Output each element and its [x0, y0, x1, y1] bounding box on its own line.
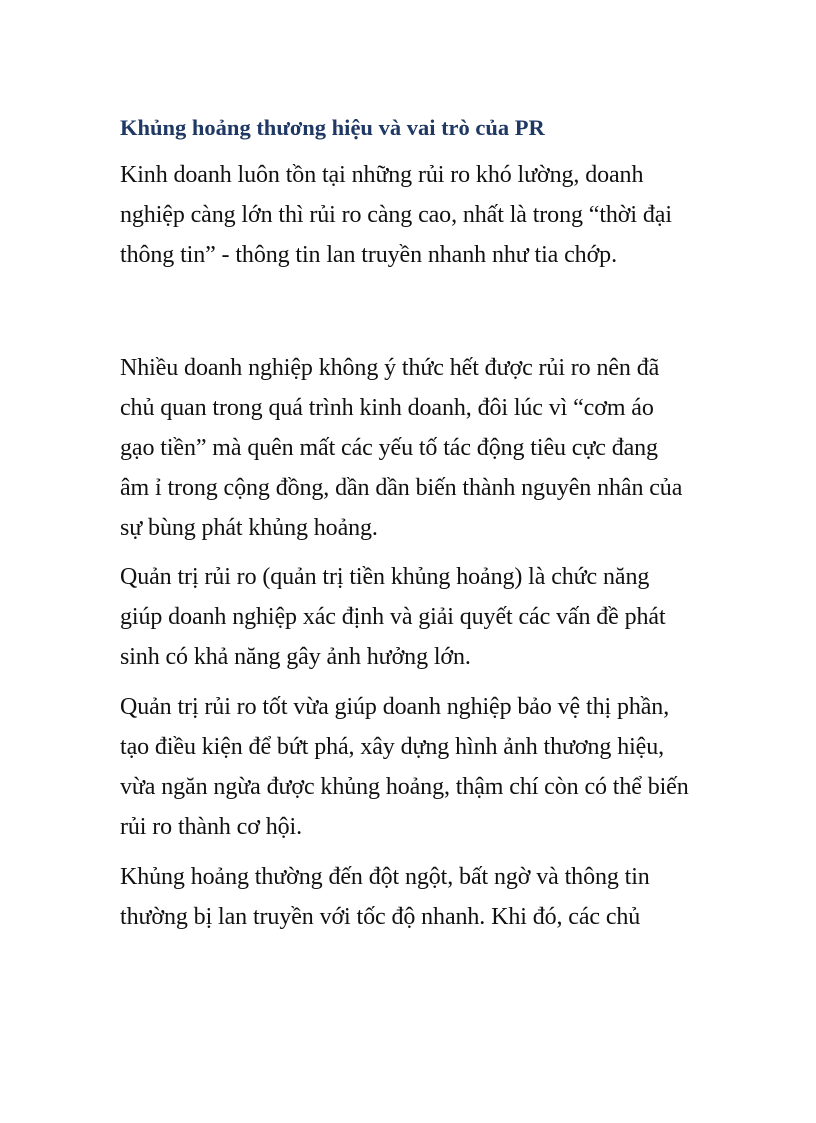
paragraph-line: vừa ngăn ngừa được khủng hoảng, thậm chí còn có thể biến [120, 774, 689, 800]
paragraph-line: thường bị lan truyền với tốc độ nhanh. Khi đó, các chủ [120, 904, 641, 930]
paragraph-line: Nhiều doanh nghiệp không ý thức hết được rủi ro nên đã [120, 355, 660, 381]
paragraph-line: sinh có khả năng gây ảnh hưởng lớn. [120, 644, 471, 670]
paragraph-line: chủ quan trong quá trình kinh doanh, đôi lúc vì “cơm áo [120, 395, 654, 421]
paragraph-2 [120, 348, 710, 548]
paragraph-line: sự bùng phát khủng hoảng. [120, 515, 378, 541]
paragraph-5 [120, 857, 710, 937]
paragraph-line: nghiệp càng lớn thì rủi ro càng cao, nhất là trong “thời đại [120, 202, 672, 228]
paragraph-line: tạo điều kiện để bứt phá, xây dựng hình ảnh thương hiệu, [120, 734, 665, 760]
paragraph-line: Quản trị rủi ro tốt vừa giúp doanh nghiệp bảo vệ thị phần, [120, 694, 670, 720]
paragraph-line: giúp doanh nghiệp xác định và giải quyết các vấn đề phát [120, 604, 666, 630]
document-body [120, 110, 710, 937]
paragraph-line: thông tin” - thông tin lan truyền nhanh như tia chớp. [120, 242, 617, 268]
paragraph-line: Kinh doanh luôn tồn tại những rủi ro khó lường, doanh [120, 162, 644, 188]
paragraph-line: rủi ro thành cơ hội. [120, 814, 302, 840]
paragraph-1 [120, 155, 710, 275]
paragraph-line: gạo tiền” mà quên mất các yếu tố tác động tiêu cực đang [120, 435, 658, 461]
paragraph-line: Quản trị rủi ro (quản trị tiền khủng hoảng) là chức năng [120, 564, 650, 590]
paragraph-line: âm ỉ trong cộng đồng, dần dần biến thành nguyên nhân của [120, 475, 683, 501]
paragraph-4 [120, 687, 710, 847]
paragraph-line: Khủng hoảng thường đến đột ngột, bất ngờ và thông tin [120, 864, 650, 890]
paragraph-3 [120, 557, 710, 677]
document-title: Khủng hoảng thương hiệu và vai trò của PR [120, 115, 545, 140]
